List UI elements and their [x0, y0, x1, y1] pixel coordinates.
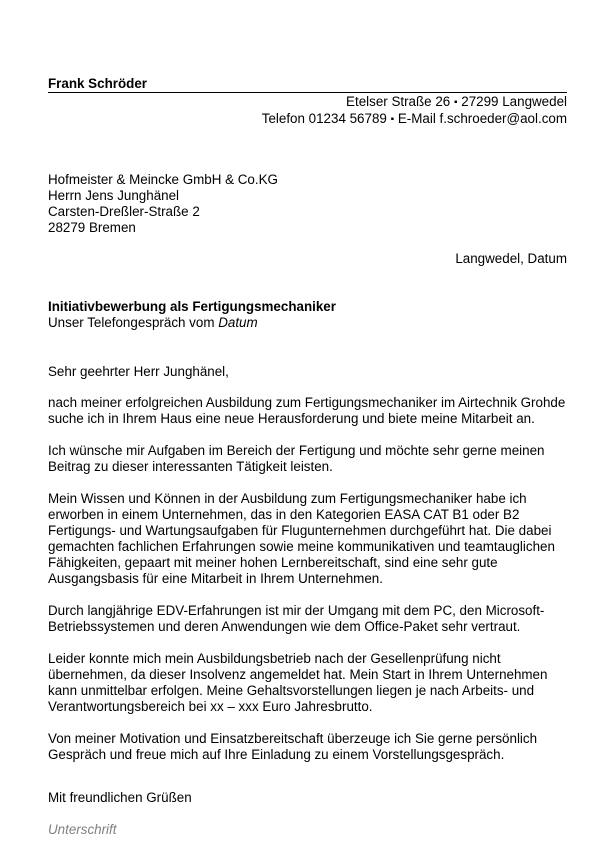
header-divider	[48, 92, 567, 93]
sender-street: Etelser Straße 26	[346, 94, 451, 109]
letter-page	[48, 76, 567, 837]
subject-title: Initiativbewerbung als Fertigungsmechaniker	[48, 299, 336, 314]
sender-contact-line	[48, 111, 567, 128]
signature-placeholder: Unterschrift	[48, 822, 117, 837]
sender-city: 27299 Langwedel	[461, 94, 567, 109]
body-paragraph: nach meiner erfolgreichen Ausbildung zum Fertigungsmechaniker im Airtechnik Grohde suche ich in Ihrem Haus eine neue Herausforderung und biete meine Mitarbeit an.	[48, 395, 566, 426]
body-paragraph: Ich wünsche mir Aufgaben im Bereich der Fertigung und möchte sehr gerne meinen Beitrag zu dieser interessanten Tätigkeit leisten.	[48, 443, 545, 474]
sender-block	[48, 76, 567, 128]
body-paragraph: Von meiner Motivation und Einsatzbereitschaft überzeuge ich Sie gerne persönlich Gespräch und freue mich auf Ihre Einladung zu einem Vorstellungsgespräch.	[48, 731, 538, 762]
body-paragraph: Mein Wissen und Können in der Ausbildung zum Fertigungsmechaniker habe ich erworben in einem Unternehmen, das in den Kategorien EASA CAT B1 oder B2 Fertigungs- und Wartungsaufgaben für Flugunternehmen durchgeführt hat. Die dabei gemachten fachlichen Erfahrungen sowie meine kommunikativen und teamtauglichen Fähigkeiten, gepaart mit meiner hohen Lernbereitschaft, sind eine sehr gute Ausgangsbasis für eine Mitarbeit in Ihrem Unternehmen.	[48, 491, 555, 586]
recipient-city: 28279 Bremen	[48, 220, 136, 235]
separator-square-icon: ▪	[453, 97, 458, 108]
reference-date: Datum	[218, 315, 258, 330]
closing-phrase: Mit freundlichen Grüßen	[48, 790, 192, 805]
sender-address-line	[48, 94, 567, 111]
letter-body	[48, 395, 567, 779]
sender-phone: Telefon 01234 56789	[261, 111, 387, 126]
sender-name: Frank Schröder	[48, 76, 147, 91]
place-date: Langwedel, Datum	[455, 251, 567, 266]
subject-block	[48, 299, 567, 331]
sender-email: E-Mail f.schroeder@aol.com	[397, 111, 567, 126]
reference-prefix: Unser Telefongespräch vom	[48, 315, 219, 330]
body-paragraph: Leider konnte mich mein Ausbildungsbetrieb nach der Gesellenprüfung nicht übernehmen, da dieser Insolvenz angemeldet hat. Mein Start in Ihrem Unternehmen kann unmittelbar erfolgen. Meine Gehaltsvorstellungen liegen je nach Arbeits- und Verantwortungsbereich bei xx – xxx Euro Jahresbrutto.	[48, 651, 548, 714]
recipient-address	[48, 172, 278, 236]
salutation: Sehr geehrter Herr Junghänel,	[48, 364, 229, 379]
subject-reference	[48, 315, 567, 331]
body-paragraph: Durch langjährige EDV-Erfahrungen ist mir der Umgang mit dem PC, den Microsoft-Betriebssystemen und deren Anwendungen wie dem Office-Paket sehr vertraut.	[48, 603, 545, 634]
recipient-person: Herrn Jens Junghänel	[48, 188, 180, 203]
recipient-street: Carsten-Dreßler-Straße 2	[48, 204, 200, 219]
recipient-company: Hofmeister & Meincke GmbH & Co.KG	[48, 172, 278, 187]
separator-square-icon: ▪	[390, 114, 395, 125]
